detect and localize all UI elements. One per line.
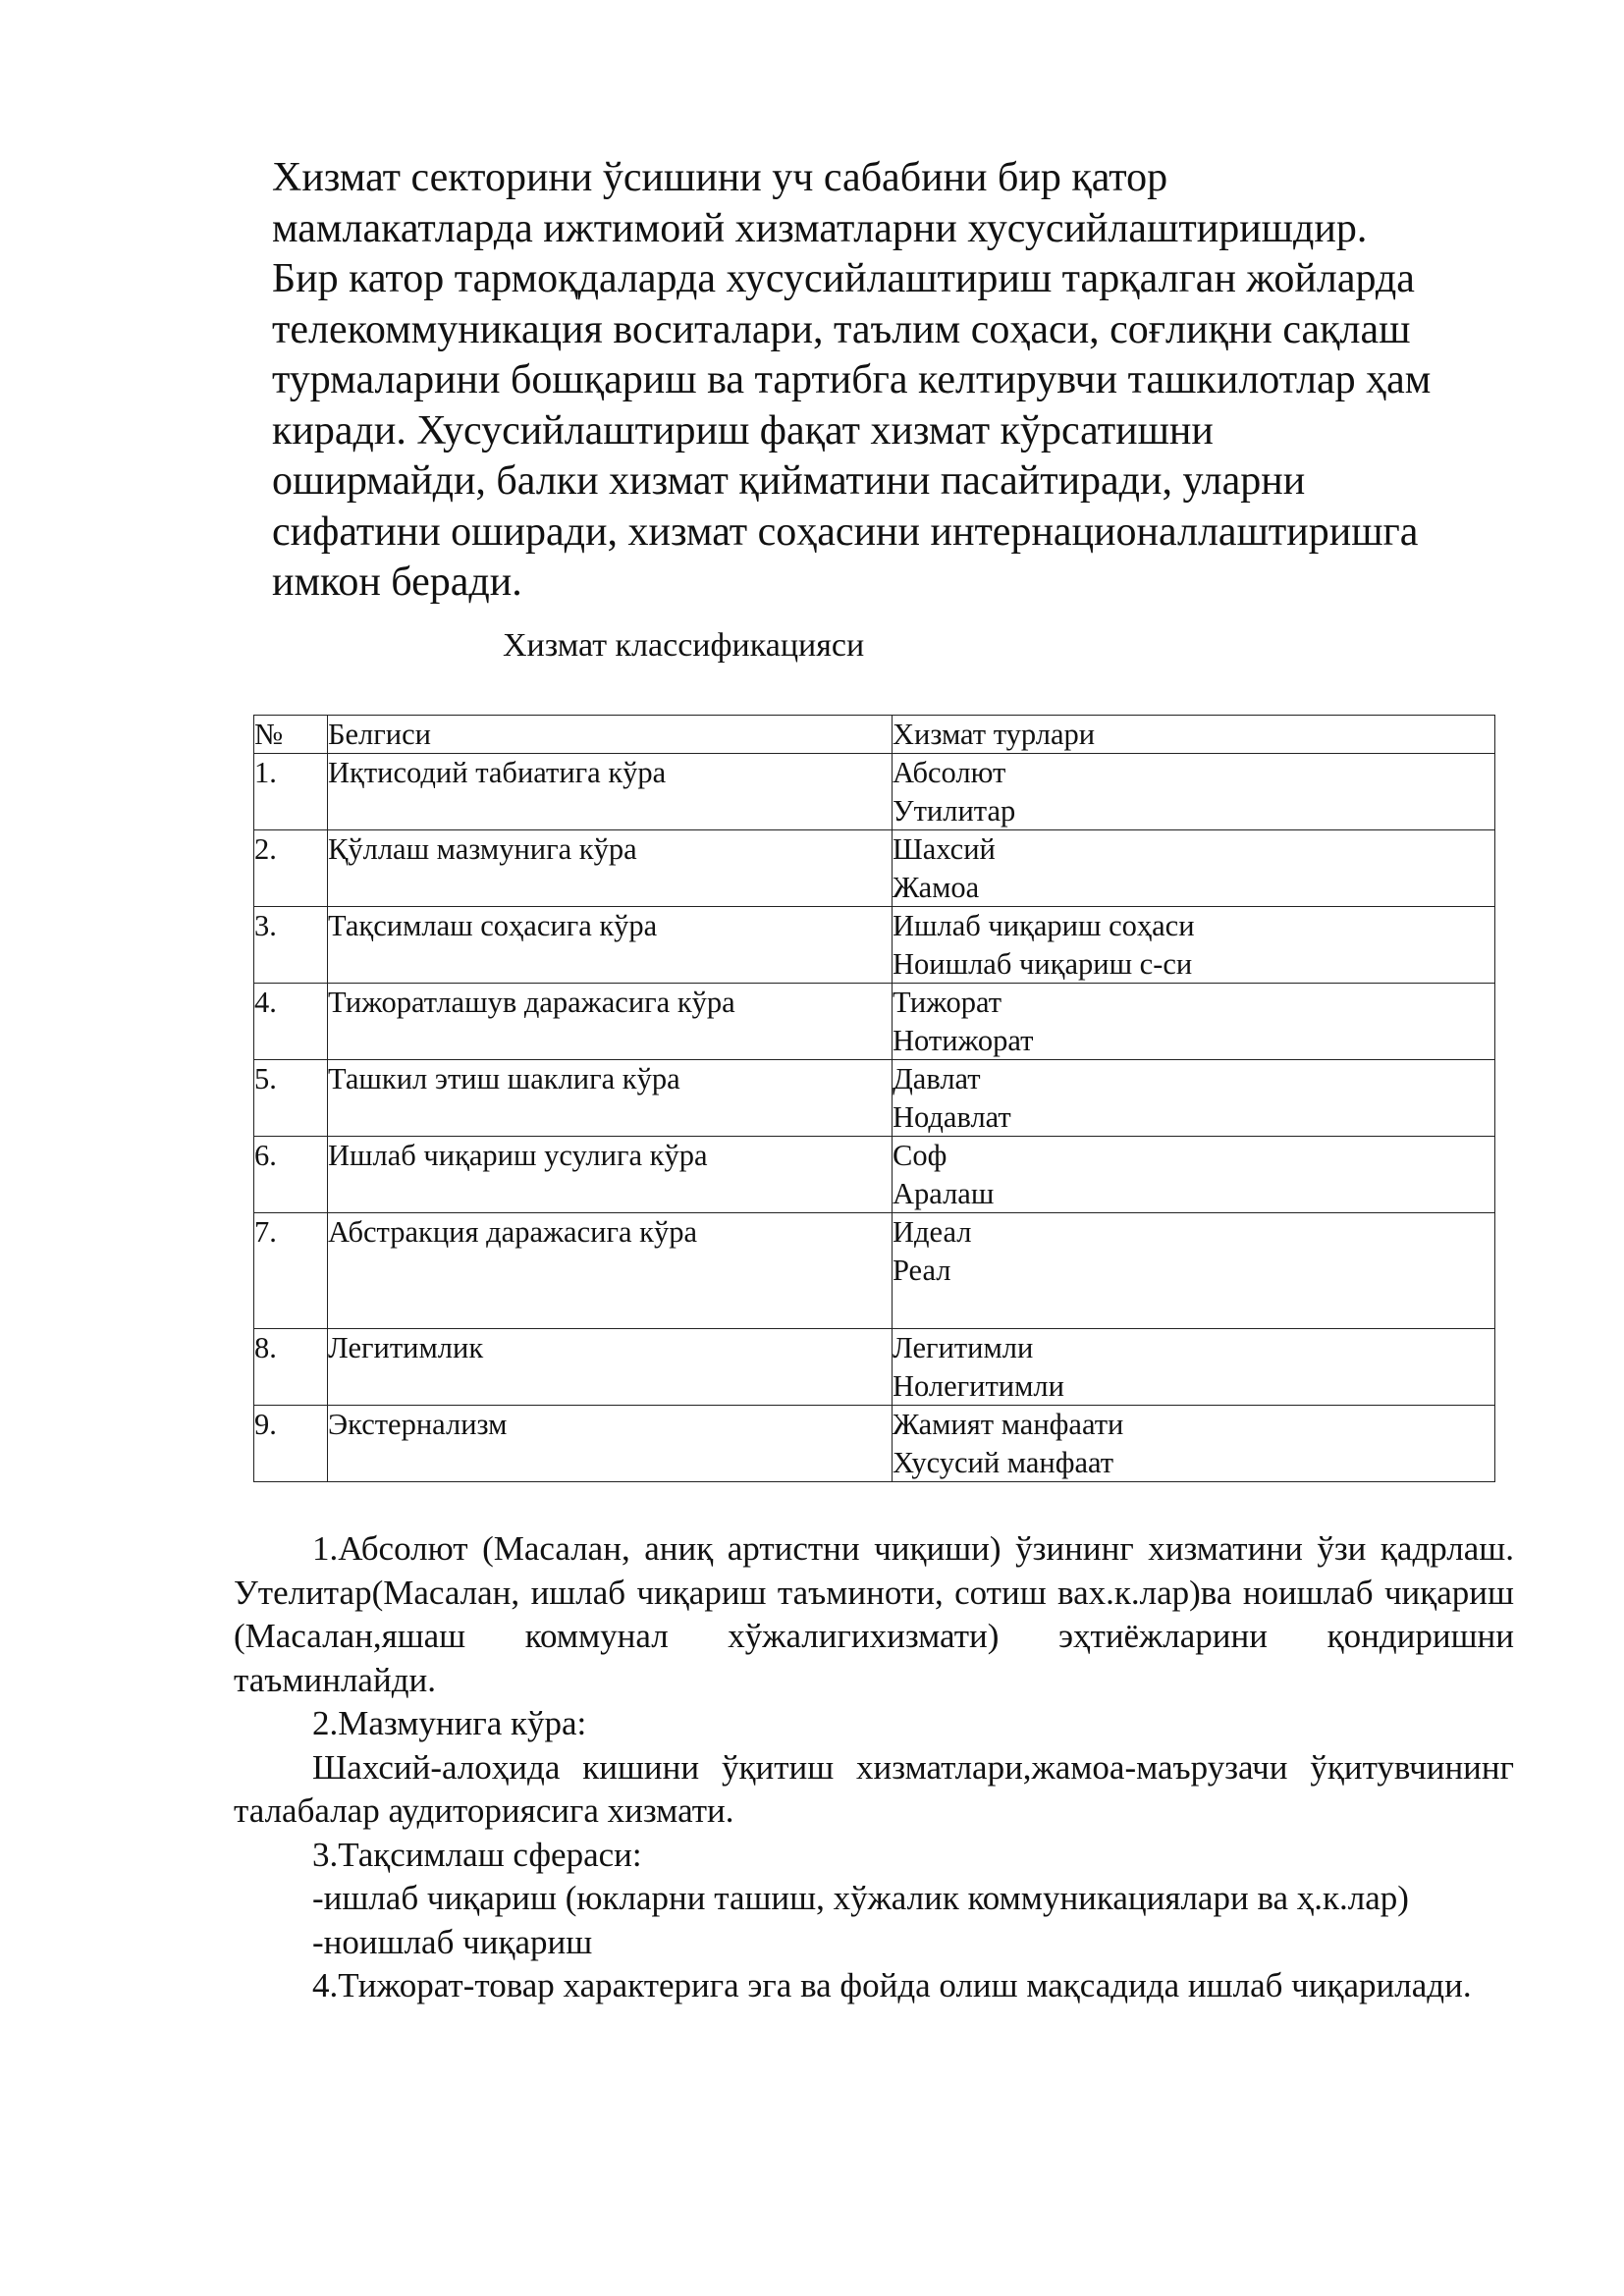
table-row xyxy=(254,830,1495,907)
type-value: Хусусий манфаат xyxy=(893,1445,1114,1479)
row-types xyxy=(893,830,1495,907)
table-row xyxy=(254,1213,1495,1329)
type-value: Нодавлат xyxy=(893,1099,1011,1134)
table-row xyxy=(254,1329,1495,1406)
row-sign: Ишлаб чиқариш усулига кўра xyxy=(328,1137,893,1213)
intro-line: оширмайди, балки хизмат қийматини пасайтиради, уларни xyxy=(272,458,1306,504)
intro-line: киради. Хусусийлаштириш фақат хизмат кўрсатишни xyxy=(272,407,1214,454)
type-value: Утилитар xyxy=(893,793,1016,828)
type-value: Шахсий xyxy=(893,832,996,866)
table-row xyxy=(254,1137,1495,1213)
paragraph-absolute: 1.Абсолют (Масалан, аниқ артистни чиқиши) ўзининг хизматини ўзи қадрлаш. Утелитар(Масалан, ишлаб чиқариш таъминоти, сотиш вах.к.лар)ва ноишлаб чиқариш (Масалан,яшаш коммунал хўжалигихизмати) эҳтиёжларини қондиришни таъминлайди. xyxy=(234,1529,1514,1699)
paragraph-commercial: 4.Тижорат-товар характерига эга ва фойда олиш мақсадида ишлаб чиқарилади. xyxy=(312,1966,1472,2004)
classification-table xyxy=(253,715,1495,1482)
row-sign: Тижоратлашув даражасига кўра xyxy=(328,984,893,1060)
row-sign: Ташкил этиш шаклига кўра xyxy=(328,1060,893,1137)
intro-line: Хизмат секторини ўсишини уч сабабини бир қатор xyxy=(272,155,1168,200)
row-number: 9. xyxy=(254,1406,328,1482)
row-number: 3. xyxy=(254,907,328,984)
type-value: Жамоа xyxy=(893,870,980,904)
type-value: Ишлаб чиқариш соҳаси xyxy=(893,909,1195,942)
row-types xyxy=(893,1060,1495,1137)
header-types: Хизмат турлари xyxy=(893,716,1495,754)
row-types xyxy=(893,984,1495,1060)
type-value: Жамият манфаати xyxy=(893,1408,1124,1441)
row-number: 2. xyxy=(254,830,328,907)
table-row xyxy=(254,984,1495,1060)
paragraph-personal: Шахсий-алоҳида кишини ўқитиш хизматлари,жамоа-маърузачи ўқитувчининг талабалар аудиториясига хизмати. xyxy=(234,1747,1514,1830)
row-sign: Иқтисодий табиатига кўра xyxy=(328,754,893,830)
row-number: 5. xyxy=(254,1060,328,1137)
row-number: 4. xyxy=(254,984,328,1060)
type-value: Тижорат xyxy=(893,986,1002,1019)
header-sign: Белгиси xyxy=(328,716,893,754)
row-number: 8. xyxy=(254,1329,328,1406)
paragraph-distribution-heading: 3.Тақсимлаш сфераси: xyxy=(312,1835,642,1874)
type-value: Нотижорат xyxy=(893,1023,1034,1057)
paragraph-non-production: -ноишлаб чиқариш xyxy=(312,1922,593,1961)
row-types xyxy=(893,1329,1495,1406)
row-number: 7. xyxy=(254,1213,328,1329)
type-value: Ноишлаб чиқариш с-си xyxy=(893,946,1193,981)
paragraph-content-heading: 2.Мазмунига кўра: xyxy=(312,1704,587,1742)
paragraph-production: -ишлаб чиқариш (юкларни ташиш, хўжалик коммуникациялари ва ҳ.к.лар) xyxy=(312,1879,1409,1917)
row-sign: Абстракция даражасига кўра xyxy=(328,1213,893,1329)
type-value: Абсолют xyxy=(893,756,1006,789)
type-value: Соф xyxy=(893,1139,947,1172)
type-value: Аралаш xyxy=(893,1176,995,1210)
intro-line: телекоммуникация воситалари, таълим соҳаси, соғлиқни сақлаш xyxy=(272,306,1411,352)
table-row xyxy=(254,754,1495,830)
table-caption: Хизмат классификацияси xyxy=(503,627,865,664)
row-types xyxy=(893,1137,1495,1213)
row-sign: Тақсимлаш соҳасига кўра xyxy=(328,907,893,984)
body-text xyxy=(234,1527,1514,2008)
type-value: Легитимли xyxy=(893,1331,1034,1364)
row-sign: Легитимлик xyxy=(328,1329,893,1406)
type-value: Реал xyxy=(893,1253,951,1287)
table-header-row xyxy=(254,716,1495,754)
row-types xyxy=(893,1213,1495,1329)
row-types xyxy=(893,907,1495,984)
row-sign: Экстернализм xyxy=(328,1406,893,1482)
header-number: № xyxy=(254,716,328,754)
row-types xyxy=(893,1406,1495,1482)
intro-paragraph xyxy=(272,153,1548,609)
intro-line: сифатини оширади, хизмат соҳасини интернационаллаштиришга xyxy=(272,508,1419,555)
intro-line: мамлакатларда ижтимоий хизматларни хусусийлаштиришдир. xyxy=(272,205,1368,251)
row-types xyxy=(893,754,1495,830)
table-row xyxy=(254,1406,1495,1482)
intro-line: Бир катор тармоқдаларда хусусийлаштириш тарқалган жойларда xyxy=(272,256,1415,301)
row-number: 6. xyxy=(254,1137,328,1213)
intro-line: имкон беради. xyxy=(272,560,522,605)
type-value: Идеал xyxy=(893,1215,972,1249)
type-value: Нолегитимли xyxy=(893,1368,1064,1403)
row-sign: Қўллаш мазмунига кўра xyxy=(328,830,893,907)
intro-line: турмаларини бошқариш ва тартибга келтирувчи ташкилотлар ҳам xyxy=(272,357,1432,402)
row-number: 1. xyxy=(254,754,328,830)
table-row xyxy=(254,1060,1495,1137)
table-row xyxy=(254,907,1495,984)
type-value: Давлат xyxy=(893,1062,981,1095)
